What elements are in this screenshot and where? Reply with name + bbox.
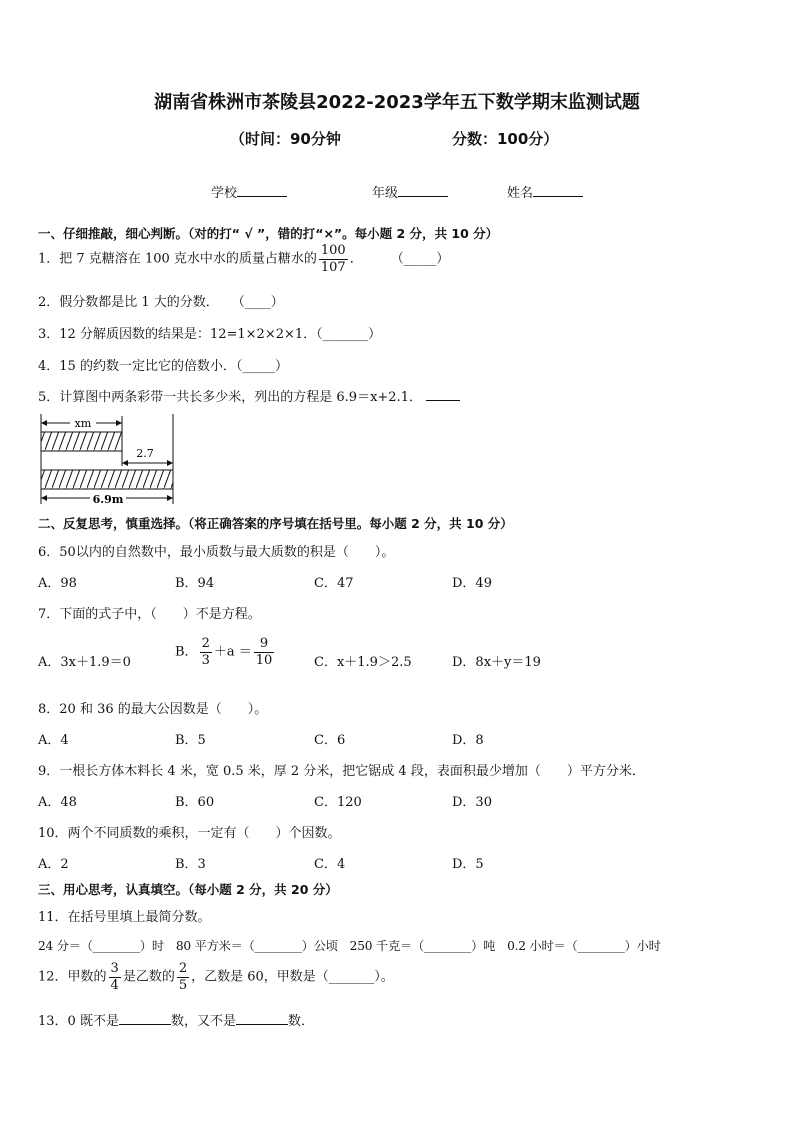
- question-11: 11．在括号里填上最简分数。: [38, 910, 211, 925]
- q10-option-c[interactable]: C．4: [314, 857, 346, 872]
- question-12: [38, 962, 394, 992]
- q10-option-a[interactable]: A．2: [38, 857, 69, 872]
- q9-option-a[interactable]: A．48: [38, 795, 77, 810]
- q7-fraction-1: [200, 637, 212, 667]
- page-title: 湖南省株洲市茶陵县2022-2023学年五下数学期末监测试题: [154, 92, 640, 113]
- school-label: 学校: [211, 186, 238, 201]
- question-9: 9．一根长方体木料长 4 米，宽 0.5 米，厚 2 分米，把它锯成 4 段，表面积最少增加（ ）平方分米．: [38, 764, 645, 779]
- q10-option-d[interactable]: D．5: [452, 857, 484, 872]
- question-13-mid: 数，又不是: [170, 1014, 236, 1029]
- q7-option-b-mid: ＋a ＝: [213, 644, 252, 660]
- question-5: [38, 386, 460, 405]
- q6-option-a[interactable]: A．98: [38, 576, 77, 591]
- question-8: 8．20 和 36 的最大公因数是（ ）。: [38, 702, 268, 717]
- question-2: 2．假分数都是比 1 大的分数． （____）: [38, 295, 284, 310]
- name-label: 姓名: [507, 186, 534, 201]
- question-12-mid: 是乙数的: [122, 969, 175, 985]
- name-field[interactable]: [507, 182, 583, 201]
- q9-option-b[interactable]: B．60: [175, 795, 215, 810]
- fraction-denominator: 4: [110, 977, 119, 993]
- section-3-heading: 三、用心思考，认真填空。（每小题 2 分，共 20 分）: [38, 882, 338, 897]
- q7-fraction-2: [254, 637, 275, 667]
- q6-option-c[interactable]: C．47: [314, 576, 354, 591]
- section-2-heading: 二、反复思考，慎重选择。（将正确答案的序号填在括号里。每小题 2 分，共 10 分）: [38, 516, 513, 531]
- fraction-denominator: 5: [178, 977, 188, 993]
- question-10: 10．两个不同质数的乘积，一定有（ ）个因数。: [38, 826, 341, 841]
- school-field[interactable]: [211, 182, 287, 201]
- school-blank[interactable]: [237, 184, 287, 197]
- question-1-tail: ．: [349, 251, 363, 267]
- q9-option-d[interactable]: D．30: [452, 795, 492, 810]
- fraction-numerator: 3: [110, 961, 119, 976]
- question-6: 6．50以内的自然数中，最小质数与最大质数的积是（ ）。: [38, 545, 395, 560]
- question-1-fraction: [319, 244, 348, 274]
- question-1-answer[interactable]: （_____）: [390, 251, 450, 267]
- question-4: 4．15 的约数一定比它的倍数小．（_____）: [38, 359, 288, 374]
- ribbon-short: [41, 432, 122, 451]
- question-12-prefix: 12．甲数的: [38, 969, 107, 985]
- q9-option-c[interactable]: C．120: [314, 795, 362, 810]
- q6-option-b[interactable]: B．94: [175, 576, 215, 591]
- question-12-tail: ，乙数是 60，甲数是（_______）。: [191, 969, 394, 985]
- question-13-prefix: 13．0 既不是: [38, 1014, 119, 1029]
- exam-score: 分数：100分）: [452, 130, 559, 148]
- q6-option-d[interactable]: D．49: [452, 576, 492, 591]
- question-11-line: 24 分＝（________）时 80 平方米＝（________）公顷 250 千克＝（________）吨 0.2 小时＝（________）小时: [38, 939, 661, 953]
- question-5-blank[interactable]: [426, 388, 460, 401]
- fraction-numerator: 9: [254, 637, 275, 653]
- q8-option-b[interactable]: B．5: [175, 733, 206, 748]
- q12-fraction-1: [109, 962, 121, 992]
- name-blank[interactable]: [533, 184, 583, 197]
- question-7: 7．下面的式子中，（ ）不是方程。: [38, 607, 261, 622]
- question-1: [38, 244, 449, 274]
- question-5-text: 5．计算图中两条彩带一共长多少米，列出的方程是 6.9＝x+2.1．: [38, 390, 422, 405]
- grade-label: 年级: [372, 186, 399, 201]
- ribbon-figure: [38, 412, 180, 506]
- question-13-blank-2[interactable]: [236, 1012, 288, 1025]
- grade-blank[interactable]: [398, 184, 448, 197]
- q10-option-b[interactable]: B．3: [175, 857, 206, 872]
- fraction-numerator: 100: [320, 243, 346, 258]
- q7-option-d[interactable]: D．8x＋y＝19: [452, 655, 541, 670]
- grade-field[interactable]: [372, 182, 448, 201]
- label-x: xm: [74, 417, 92, 430]
- question-13-blank-1[interactable]: [119, 1012, 171, 1025]
- label-total: 6.9m: [92, 493, 124, 506]
- question-1-text: 1．把 7 克糖溶在 100 克水中水的质量占糖水的: [38, 251, 317, 267]
- question-3: 3．12 分解质因数的结果是：12=1×2×2×1．（_______）: [38, 327, 382, 342]
- question-13: [38, 1010, 314, 1029]
- fraction-denominator: 10: [255, 652, 273, 668]
- q12-fraction-2: [177, 962, 189, 992]
- fraction-denominator: 3: [201, 652, 210, 668]
- q8-option-c[interactable]: C．6: [314, 733, 346, 748]
- fraction-denominator: 107: [320, 259, 346, 275]
- fraction-numerator: 2: [178, 961, 188, 976]
- q7-option-c[interactable]: C．x＋1.9＞2.5: [314, 655, 412, 670]
- q8-option-d[interactable]: D．8: [452, 733, 484, 748]
- label-gap: 2.7: [136, 447, 154, 460]
- q7-option-a[interactable]: A．3x＋1.9＝0: [38, 655, 131, 670]
- question-13-tail: 数．: [287, 1014, 314, 1029]
- q7-option-b[interactable]: [175, 637, 276, 667]
- exam-time: （时间：90分钟: [230, 130, 341, 148]
- section-1-heading: 一、仔细推敲，细心判断。（对的打“ √ ”，错的打“×”。每小题 2 分，共 10 分）: [38, 226, 499, 241]
- q8-option-a[interactable]: A．4: [38, 733, 69, 748]
- q7-option-b-prefix: B．: [175, 644, 198, 660]
- ribbon-long: [41, 470, 173, 489]
- fraction-numerator: 2: [201, 636, 210, 651]
